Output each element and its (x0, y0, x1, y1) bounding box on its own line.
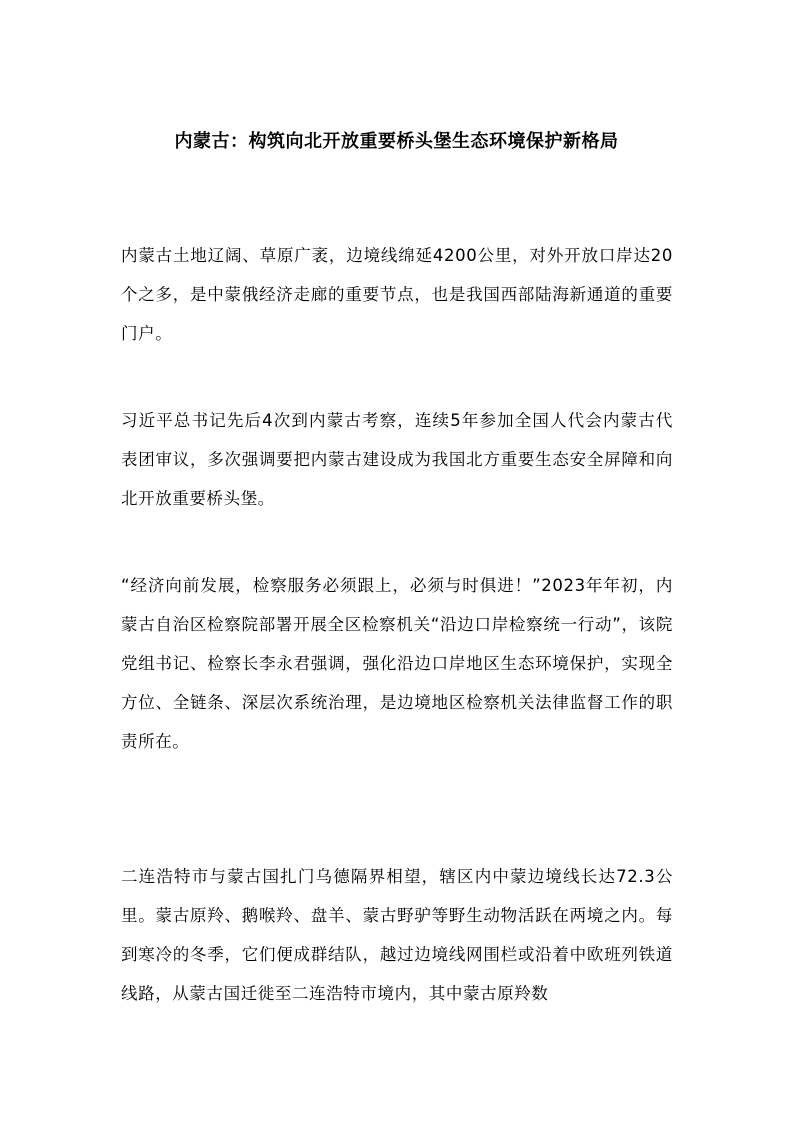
paragraph-4: 二连浩特市与蒙古国扎门乌德隔界相望，辖区内中蒙边境线长达72.3公里。蒙古原羚、鹅喉羚、盘羊、蒙古野驴等野生动物活跃在两境之内。每到寒冷的冬季，它们便成群结队，越过边境线网围栏或沿着中欧班列铁道线路，从蒙古国迁徙至二连浩特市境内，其中蒙古原羚数 (121, 867, 673, 1003)
paragraph-2: 习近平总书记先后4次到内蒙古考察，连续5年参加全国人代会内蒙古代表团审议，多次强调要把内蒙古建设成为我国北方重要生态安全屏障和向北开放重要桥头堡。 (121, 411, 673, 508)
paragraph-3: “经济向前发展，检察服务必须跟上，必须与时俱进！”2023年年初，内蒙古自治区检察院部署开展全区检察机关“沿边口岸检察统一行动”，该院党组书记、检察长李永君强调，强化沿边口岸地区生态环境保护，实现全方位、全链条、深层次系统治理，是边境地区检察机关法律监督工作的职责所在。 (121, 576, 673, 751)
paragraph-1: 内蒙古土地辽阔、草原广袤，边境线绵延4200公里，对外开放口岸达20个之多，是中蒙俄经济走廊的重要节点，也是我国西部陆海新通道的重要门户。 (121, 246, 673, 343)
document-title: 内蒙古：构筑向北开放重要桥头堡生态环境保护新格局 (174, 131, 619, 152)
